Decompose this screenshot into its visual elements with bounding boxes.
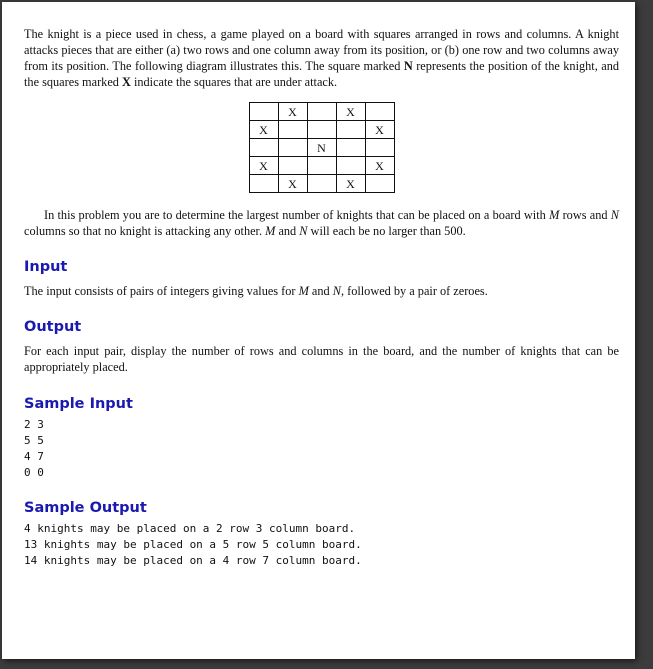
problem-var-n: N [610, 208, 619, 222]
attacked-square: X [336, 103, 365, 121]
problem-text-1: In this problem you are to determine the largest number of knights that can be placed on a board with [44, 208, 550, 222]
board-square [278, 139, 307, 157]
board-square [336, 139, 365, 157]
attacked-square: X [365, 121, 394, 139]
attacked-square: X [249, 121, 278, 139]
diagram-row [249, 121, 394, 139]
knight-square: N [307, 139, 336, 157]
intro-x-label: X [122, 75, 131, 89]
problem-statement [24, 26, 619, 569]
sample-output-line: 13 knights may be placed on a 5 row 5 column board. [24, 538, 362, 551]
problem-text-5: will each be no larger than 500. [307, 224, 466, 238]
attacked-square: X [278, 175, 307, 193]
input-text-3: , followed by a pair of zeroes. [340, 284, 488, 298]
problem-var-m2: M [265, 224, 276, 238]
board-square [307, 157, 336, 175]
intro-text-3: indicate the squares that are under attack. [130, 75, 338, 89]
diagram-row [249, 175, 394, 193]
sample-input-line: 0 0 [24, 466, 44, 479]
input-heading: Input [24, 259, 68, 275]
output-paragraph: For each input pair, display the number of rows and columns in the board, and the number of knights that can be appropriately placed. [24, 344, 619, 374]
input-text-1: The input consists of pairs of integers giving values for [24, 284, 299, 298]
sample-output-line: 14 knights may be placed on a 4 row 7 column board. [24, 554, 362, 567]
problem-text-2: rows and [559, 208, 611, 222]
input-text-2: and [308, 284, 333, 298]
problem-text-3: columns so that no knight is attacking any other. [24, 224, 266, 238]
problem-paragraph [24, 207, 619, 239]
attacked-square: X [365, 157, 394, 175]
board-square [278, 157, 307, 175]
sample-output-line: 4 knights may be placed on a 2 row 3 column board. [24, 522, 356, 535]
attacked-square: X [336, 175, 365, 193]
board-square [365, 175, 394, 193]
sample-output-heading: Sample Output [24, 500, 147, 516]
board-square [278, 121, 307, 139]
board-square [336, 121, 365, 139]
board-square [307, 121, 336, 139]
board-square [249, 175, 278, 193]
input-var-n: N [332, 284, 341, 298]
board-square [307, 175, 336, 193]
intro-n-label: N [403, 59, 413, 73]
document-page [2, 2, 635, 659]
sample-input-line: 5 5 [24, 434, 44, 447]
input-paragraph [24, 283, 619, 299]
sample-input-line: 2 3 [24, 418, 44, 431]
knight-diagram [249, 102, 395, 193]
board-square [365, 103, 394, 121]
board-square [365, 139, 394, 157]
sample-input-heading: Sample Input [24, 396, 133, 412]
intro-text-2: represents the position of the knight, and the squares marked [24, 59, 619, 89]
board-square [249, 103, 278, 121]
board-square [249, 139, 278, 157]
board-square [307, 103, 336, 121]
attacked-square: X [278, 103, 307, 121]
board-square [336, 157, 365, 175]
sample-input-line: 4 7 [24, 450, 44, 463]
diagram-row [249, 139, 394, 157]
sample-input-block [24, 417, 619, 481]
attacked-square: X [249, 157, 278, 175]
problem-var-n2: N [299, 224, 308, 238]
output-heading: Output [24, 319, 82, 335]
diagram-row [249, 103, 394, 121]
input-var-m: M [298, 284, 309, 298]
intro-paragraph [24, 26, 619, 90]
intro-text-1: The knight is a piece used in chess, a game played on a board with squares arranged in rows and columns. A knight attacks pieces that are either (a) two rows and one column away from its position, or (b) one row and two columns away from its position. The following diagram illustrates this. The square marked [24, 27, 619, 73]
sample-output-block [24, 521, 619, 569]
problem-var-m: M [549, 208, 560, 222]
diagram-row [249, 157, 394, 175]
problem-text-4: and [275, 224, 300, 238]
